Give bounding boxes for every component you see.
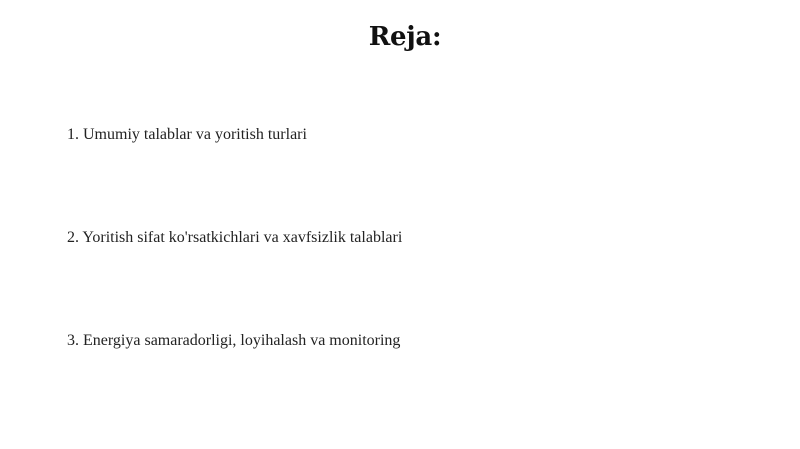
slide-title: Reja: — [368, 22, 442, 52]
agenda-item-3: 3. Energiya samaradorligi, loyihalash va monitoring — [67, 332, 401, 349]
agenda-item-1: 1. Umumiy talablar va yoritish turlari — [67, 126, 307, 143]
agenda-item-2: 2. Yoritish sifat ko'rsatkichlari va xavfsizlik talablari — [67, 229, 403, 246]
